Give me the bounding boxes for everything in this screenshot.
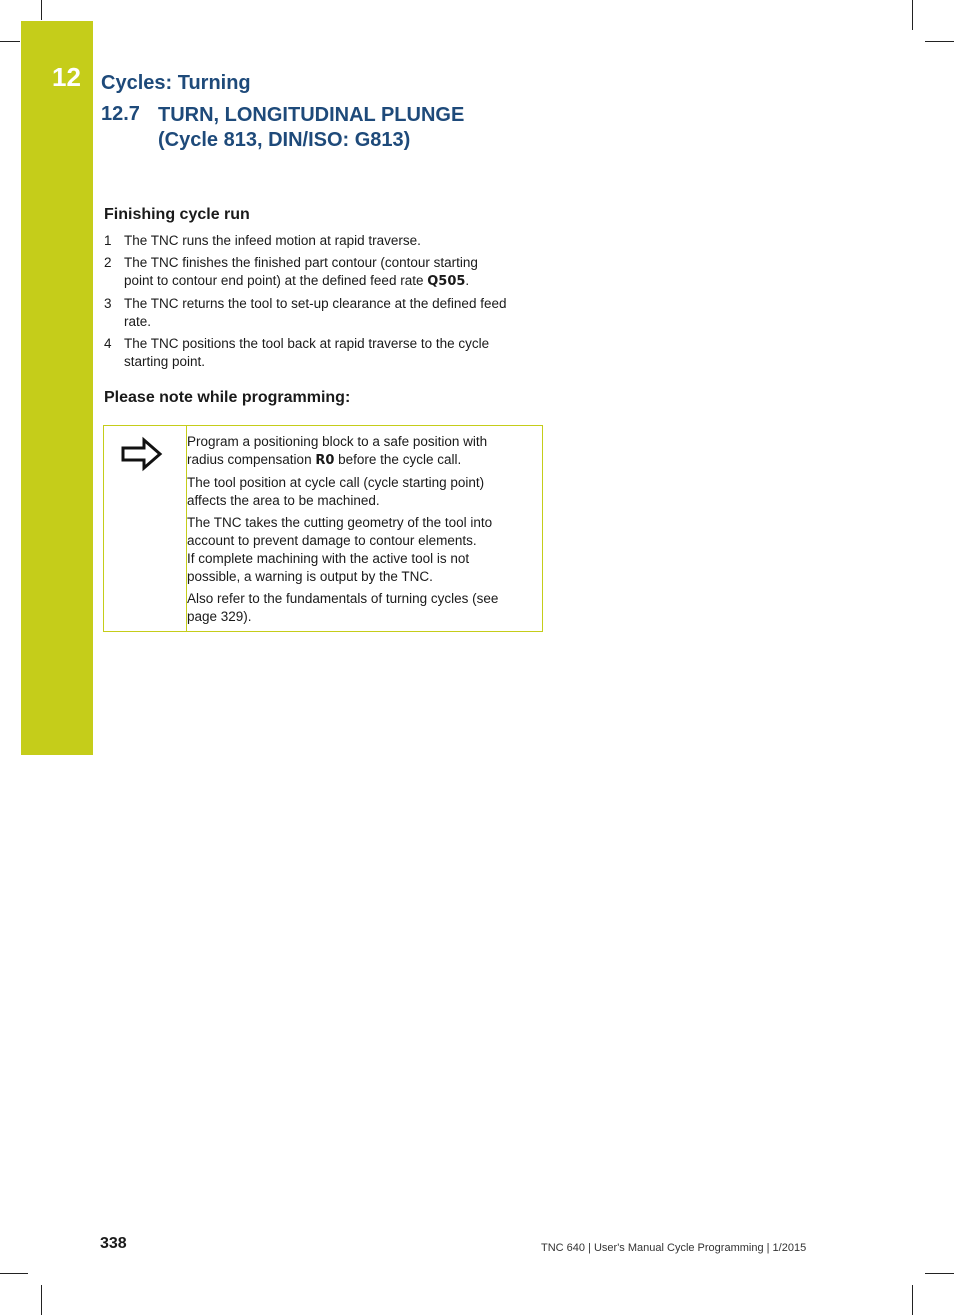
finishing-heading: Finishing cycle run: [104, 206, 250, 223]
page-number: 338: [100, 1235, 127, 1252]
note-line: Also refer to the fundamentals of turning cycles (see: [187, 591, 499, 606]
note-line: radius compensation: [187, 452, 316, 467]
crop-mark: [912, 1285, 913, 1315]
step-number: 3: [104, 296, 112, 311]
crop-mark: [0, 1273, 28, 1274]
crop-mark: [912, 0, 913, 30]
list-item: [104, 254, 544, 291]
crop-mark: [925, 1273, 954, 1274]
note-line: If complete machining with the active tool is not: [187, 551, 470, 566]
step-number: 2: [104, 255, 112, 270]
step-line: The TNC runs the infeed motion at rapid traverse.: [124, 233, 421, 248]
note-line: possible, a warning is output by the TNC.: [187, 569, 433, 584]
chapter-title: Cycles: Turning: [101, 72, 251, 94]
crop-mark: [925, 41, 954, 42]
note-heading: Please note while programming:: [104, 389, 351, 406]
step-line: The TNC finishes the finished part contour (contour starting: [124, 255, 478, 270]
step-line: .: [465, 273, 470, 288]
step-line: The TNC returns the tool to set-up clearance at the defined feed: [124, 296, 507, 311]
list-item: [104, 295, 544, 331]
step-number: 4: [104, 336, 112, 351]
section-title-line: TURN, LONGITUDINAL PLUNGE: [158, 104, 465, 126]
chapter-sidebar: [21, 21, 93, 755]
section-number: 12.7: [101, 103, 140, 125]
step-text: [124, 335, 544, 371]
step-line: point to contour end point) at the defined feed rate: [124, 273, 428, 288]
note-paragraph: [187, 590, 532, 626]
chapter-number: 12: [52, 62, 81, 92]
note-paragraph: [187, 474, 532, 510]
crop-mark: [41, 0, 42, 20]
footer-text: TNC 640 | User's Manual Cycle Programming | 1/2015: [541, 1242, 807, 1254]
step-code: Q505: [427, 274, 466, 289]
note-line: affects the area to be machined.: [187, 493, 380, 508]
note-line: The tool position at cycle call (cycle starting point): [187, 475, 485, 490]
finishing-steps-list: [104, 232, 544, 375]
crop-mark: [0, 41, 20, 42]
arrow-right-icon: [120, 436, 164, 472]
section-title: [158, 103, 464, 153]
list-item: [104, 335, 544, 371]
step-line: The TNC positions the tool back at rapid traverse to the cycle: [124, 336, 490, 351]
step-line: rate.: [124, 314, 152, 329]
note-line: The TNC takes the cutting geometry of the tool into: [187, 515, 493, 530]
step-line: starting point.: [124, 354, 206, 369]
note-code: R0: [315, 453, 335, 468]
step-text: [124, 295, 544, 331]
note-line: account to prevent damage to contour elements.: [187, 533, 477, 548]
step-text: [124, 254, 544, 291]
note-box: [103, 425, 543, 632]
step-text: [124, 232, 544, 250]
note-line: before the cycle call.: [334, 452, 462, 467]
note-line: Program a positioning block to a safe position with: [187, 434, 488, 449]
step-number: 1: [104, 233, 112, 248]
crop-mark: [41, 1285, 42, 1315]
note-paragraph: [187, 514, 532, 586]
note-paragraph: [187, 433, 532, 470]
list-item: [104, 232, 544, 250]
note-line: page 329).: [187, 609, 252, 624]
section-title-line: (Cycle 813, DIN/ISO: G813): [158, 129, 411, 151]
note-text: [187, 433, 532, 630]
